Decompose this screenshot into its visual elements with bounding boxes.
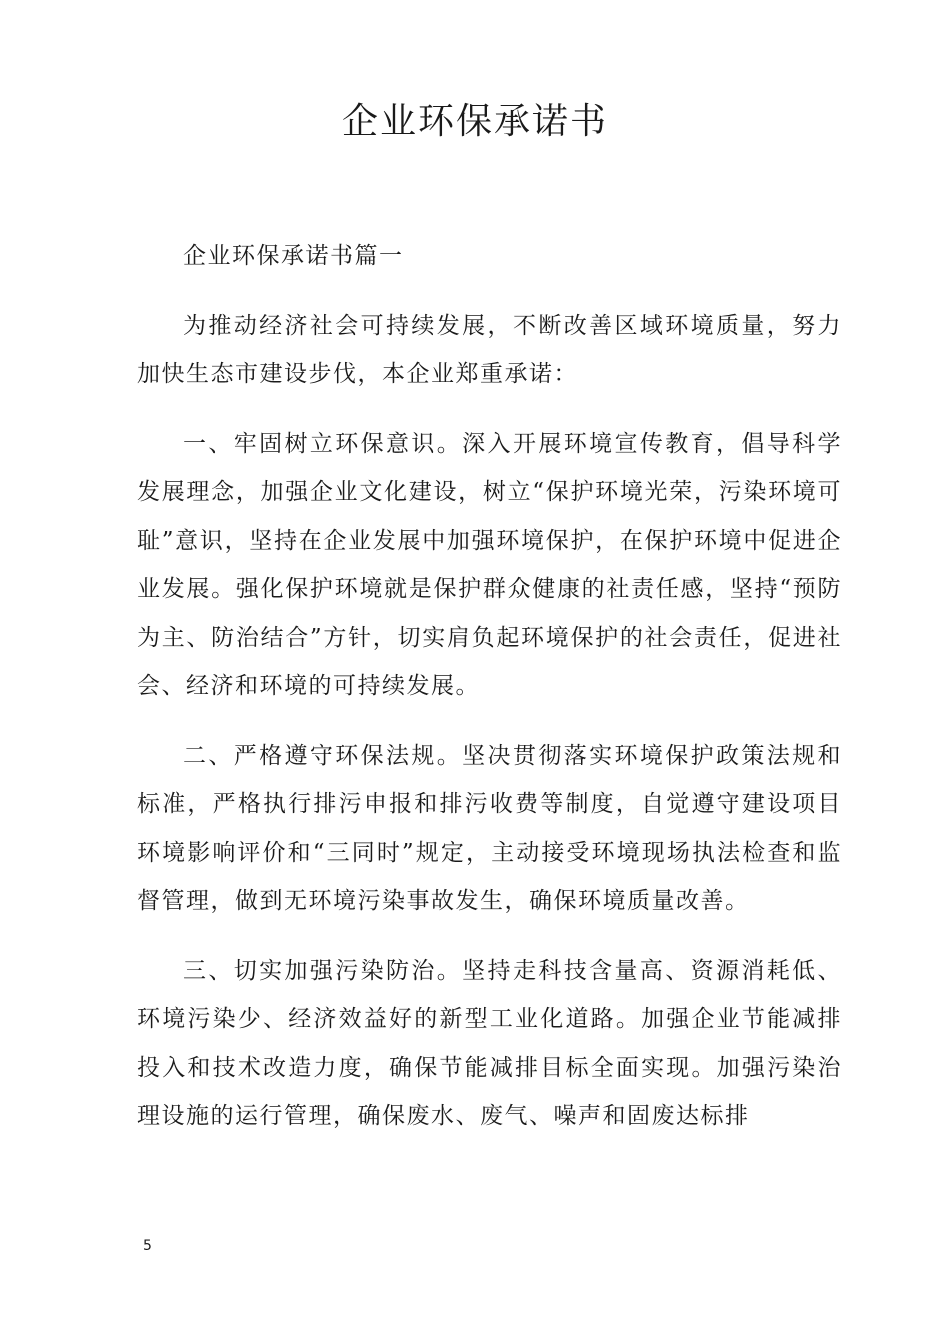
document-title: 企业环保承诺书 — [341, 101, 608, 142]
document-body — [137, 232, 842, 1162]
paragraph-3: 三、切实加强污染防治。坚持走科技含量高、资源消耗低、环境污染少、经济效益好的新型工业化道路。加强企业节能减排投入和技术改造力度，确保节能减排目标全面实现。加强污染治理设施的运行管理，确保废水、废气、噪声和固废达标排 — [137, 957, 842, 1129]
page-number: 5 — [143, 1238, 152, 1254]
paragraph-2: 二、严格遵守环保法规。坚决贯彻落实环境保护政策法规和标准，严格执行排污申报和排污收费等制度，自觉遵守建设项目环境影响评价和“三同时”规定，主动接受环境现场执法检查和监督管理，做到无环境污染事故发生，确保环境质量改善。 — [137, 742, 842, 914]
paragraph-1: 一、牢固树立环保意识。深入开展环境宣传教育，倡导科学发展理念，加强企业文化建设，树立“保护环境光荣，污染环境可耻”意识，坚持在企业发展中加强环境保护，在保护环境中促进企业发展。强化保护环境就是保护群众健康的社责任感，坚持“预防为主、防治结合”方针，切实肩负起环境保护的社会责任，促进社会、经济和环境的可持续发展。 — [137, 430, 842, 699]
section-heading: 企业环保承诺书篇一 — [183, 243, 404, 269]
paragraph-intro: 为推动经济社会可持续发展，不断改善区域环境质量，努力加快生态市建设步伐，本企业郑重承诺： — [137, 312, 842, 387]
